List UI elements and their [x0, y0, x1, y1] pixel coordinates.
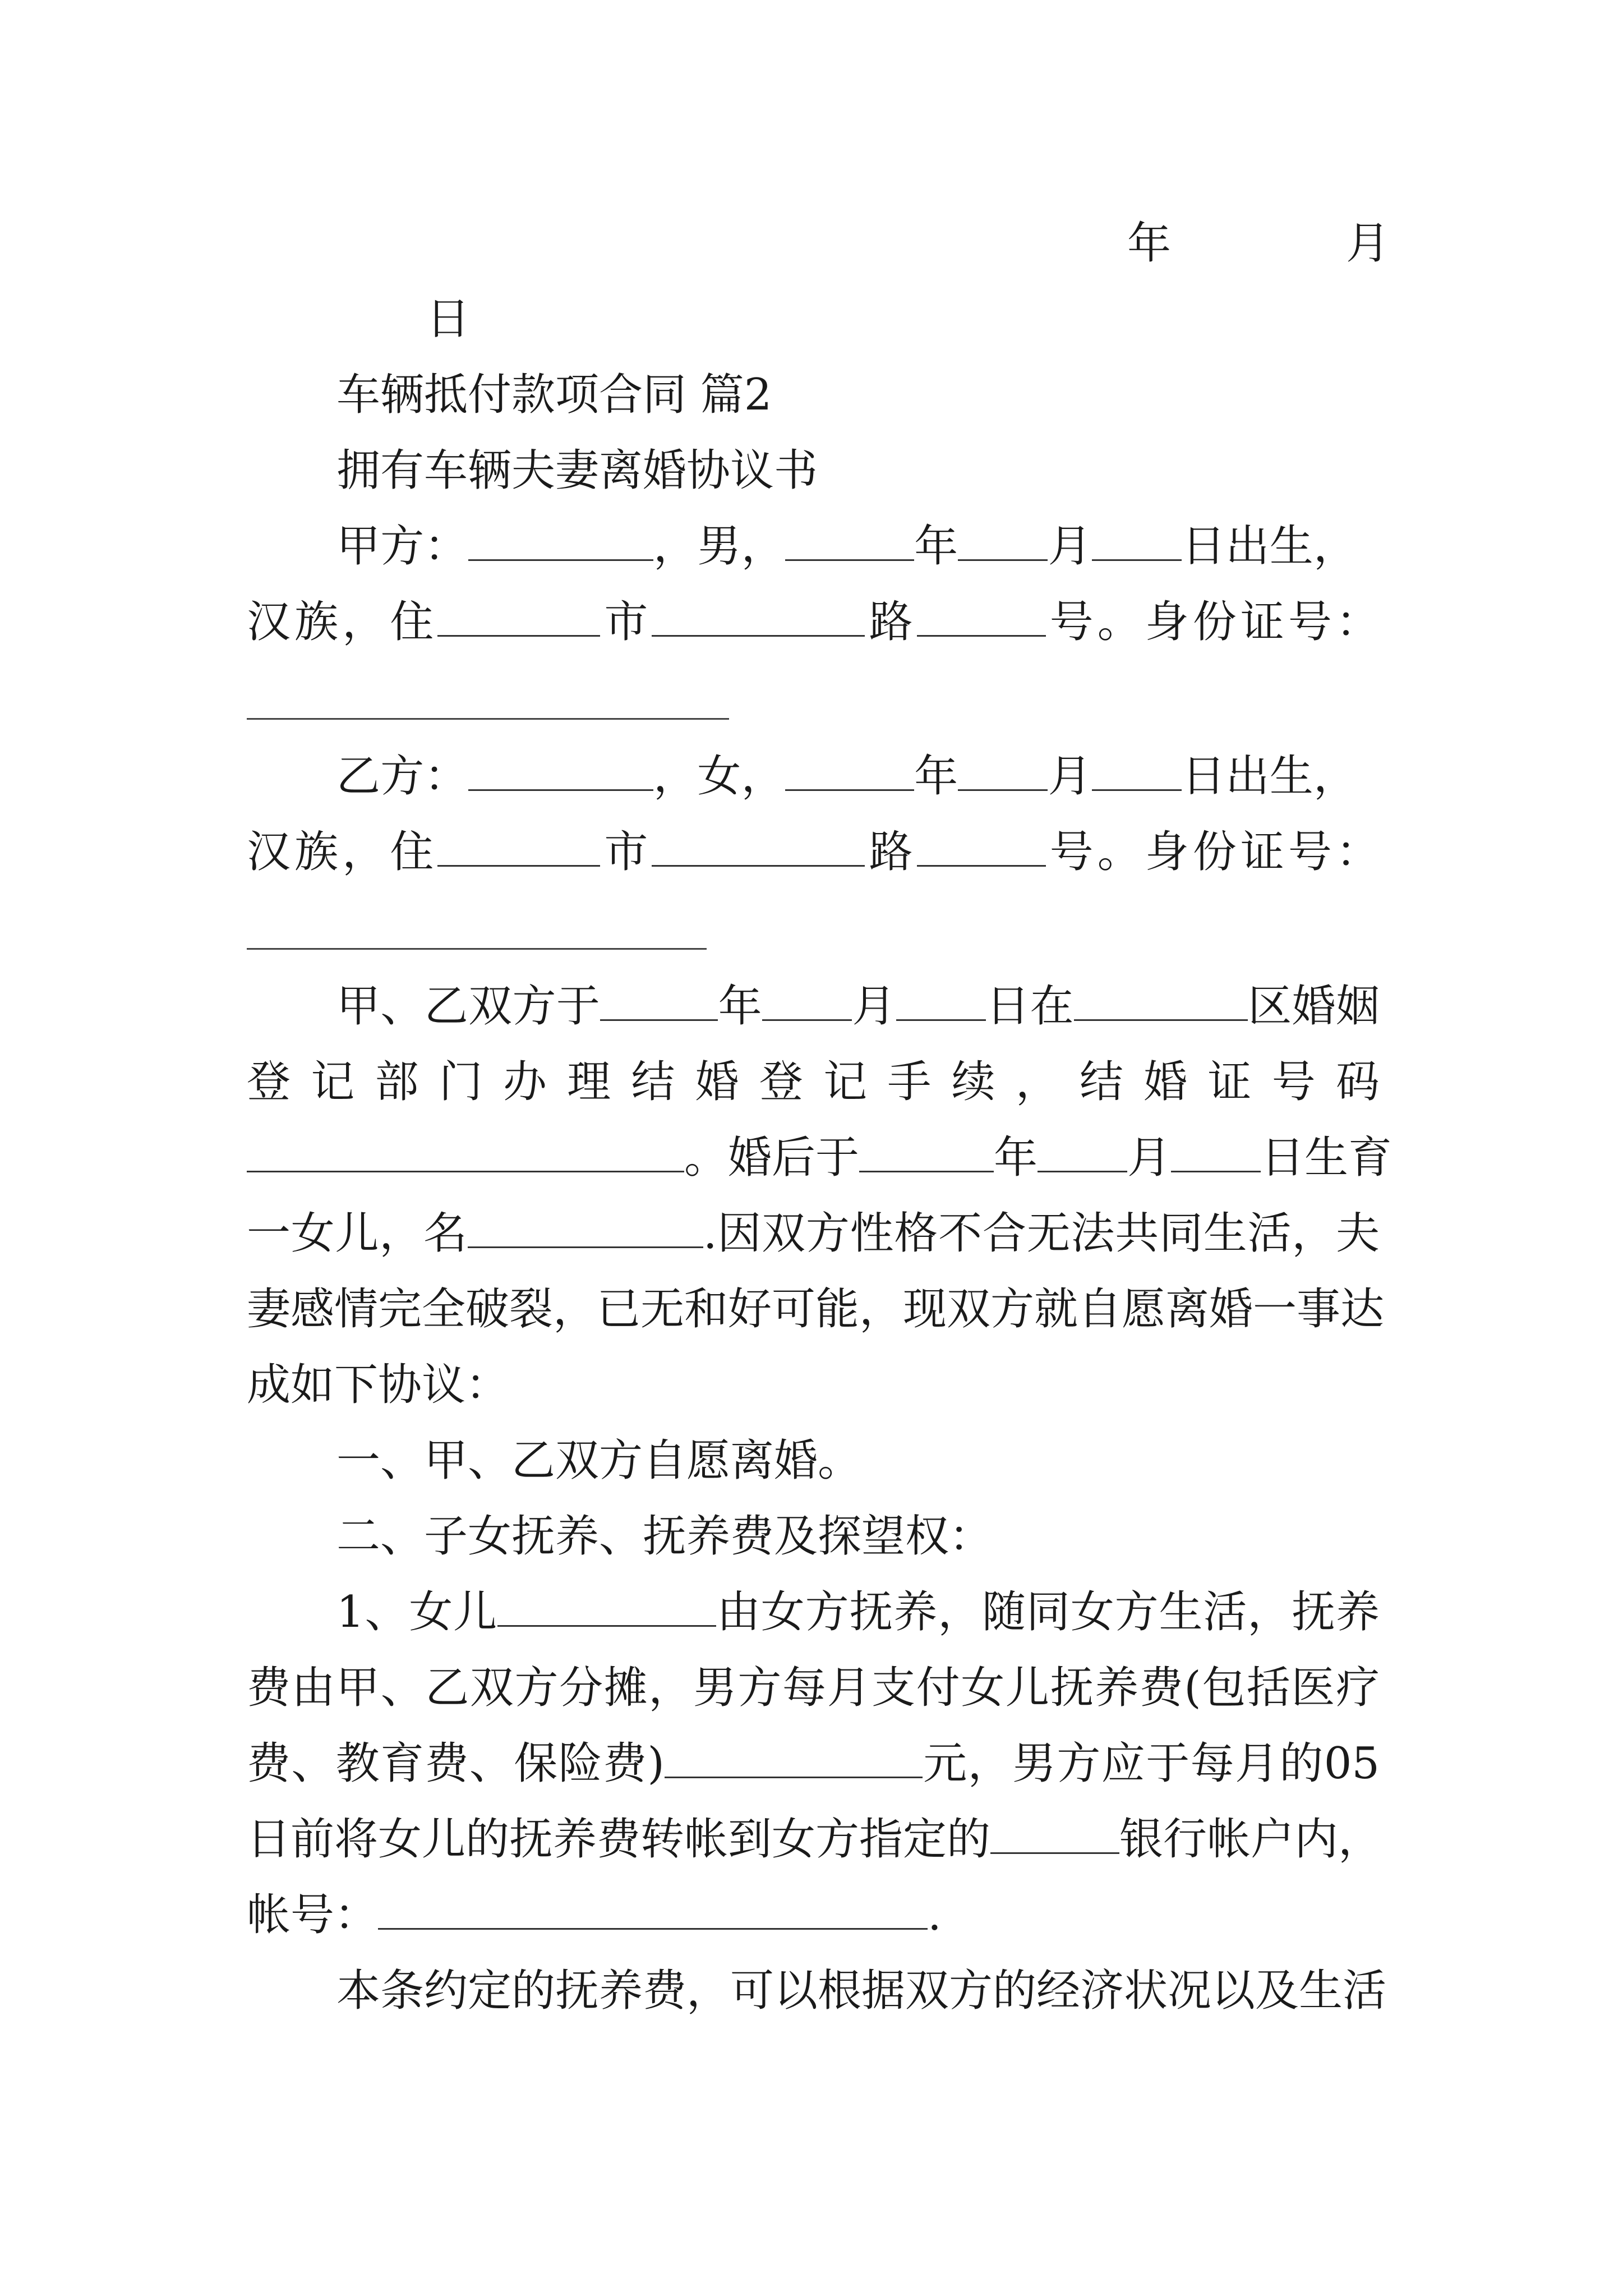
- party-a-road-blank: [652, 600, 865, 637]
- party-a-year-blank: [785, 524, 914, 561]
- marriage-year-blank: [600, 984, 718, 1021]
- party-a-id-label: 号。身份证号：: [1045, 597, 1380, 647]
- party-b-month-blank: [958, 754, 1048, 791]
- daughter-name-blank-2: [497, 1590, 716, 1627]
- party-a-id-blank: [247, 718, 729, 720]
- party-b-gender: ，女，: [653, 751, 785, 802]
- agreement-title: 拥有车辆夫妻离婚协议书: [336, 445, 818, 496]
- marriage-line6: 成如下协议：: [247, 1360, 510, 1410]
- clause-2-1-line2: 费由甲、乙双方分摊，男方每月支付女儿抚养费(包括医疗: [247, 1663, 1380, 1713]
- party-b-id-blank: [247, 948, 707, 950]
- party-a-gender: ，男，: [653, 521, 785, 572]
- party-a-ethnic: 汉族，住: [247, 597, 438, 647]
- marriage-year-label: 年: [718, 981, 762, 1032]
- bank-name-blank: [990, 1818, 1119, 1854]
- party-b-month-label: 月: [1048, 751, 1092, 802]
- clause-2-1-line3: [247, 1738, 1380, 1789]
- account-period: .: [928, 1890, 942, 1940]
- party-b-city-blank: [437, 830, 600, 867]
- party-a-label: 甲方：: [336, 521, 468, 572]
- support-amount-blank: [665, 1742, 923, 1778]
- party-b-id-label: 号。身份证号：: [1045, 827, 1380, 877]
- party-a-line1: [336, 521, 1357, 572]
- closing-line: 本条约定的抚养费，可以根据双方的经济状况以及生活: [336, 1966, 1387, 2016]
- party-b-year-blank: [785, 754, 914, 791]
- party-b-line1: [336, 751, 1357, 802]
- party-a-city-blank: [437, 600, 600, 637]
- marriage-after: 。婚后于: [684, 1133, 860, 1183]
- birth-month-label: 月: [1127, 1133, 1172, 1183]
- birth-year-blank: [859, 1136, 994, 1172]
- party-b-city-label: 市: [600, 827, 652, 877]
- marriage-line4: [247, 1208, 1380, 1259]
- party-a-city-label: 市: [600, 597, 652, 647]
- party-b-label: 乙方：: [336, 751, 468, 802]
- transfer-text: 日前将女儿的抚养费转帐到女方指定的: [247, 1814, 991, 1865]
- marriage-district-blank: [1074, 984, 1248, 1021]
- party-a-road-label: 路: [865, 597, 917, 647]
- marriage-district-label: 区婚姻: [1247, 981, 1380, 1032]
- clause-2-1-line5: [247, 1890, 942, 1940]
- marriage-line2: 登记部门办理结婚登记手续，结婚证号码: [247, 1057, 1380, 1107]
- marriage-line5: 妻感情完全破裂，已无和好可能，现双方就自愿离婚一事达: [247, 1284, 1385, 1335]
- party-b-road-blank: [652, 830, 865, 867]
- marriage-line1: [336, 981, 1380, 1032]
- account-number-blank: [378, 1893, 928, 1930]
- marriage-day-blank: [896, 984, 986, 1021]
- party-b-line2: [247, 827, 1380, 877]
- party-b-year-label: 年: [914, 751, 958, 802]
- party-a-name-blank: [468, 524, 653, 561]
- birth-year-label: 年: [994, 1133, 1038, 1183]
- date-day: 日: [426, 294, 471, 344]
- account-number-label: 帐号：: [247, 1890, 379, 1940]
- party-b-day-blank: [1092, 754, 1182, 791]
- party-b-road-label: 路: [865, 827, 917, 877]
- party-a-day-blank: [1092, 524, 1182, 561]
- party-a-born-label: 日出生，: [1181, 521, 1357, 572]
- party-a-month-label: 月: [1048, 521, 1092, 572]
- party-a-month-blank: [958, 524, 1048, 561]
- party-b-ethnic: 汉族，住: [247, 827, 438, 877]
- divorce-reason: .因双方性格不合无法共同生活，夫: [703, 1208, 1380, 1259]
- marriage-month-label: 月: [851, 981, 896, 1032]
- party-b-number-blank: [917, 830, 1046, 867]
- marriage-start: 甲、乙双方于: [336, 981, 601, 1032]
- party-a-year-label: 年: [914, 521, 958, 572]
- clause-2-1-start: 1、女儿: [336, 1587, 498, 1637]
- marriage-month-blank: [762, 984, 852, 1021]
- clause-2-1-line4: [247, 1814, 1382, 1865]
- clause-2-1-line1: [336, 1587, 1380, 1637]
- birth-day-label: 日生育: [1261, 1133, 1393, 1183]
- certificate-number-blank: [247, 1136, 684, 1172]
- marriage-line3: [247, 1133, 1393, 1183]
- clause-2-1-rest: 由女方抚养，随同女方生活，抚养: [716, 1587, 1380, 1637]
- birth-month-blank: [1038, 1136, 1127, 1172]
- party-a-line2: [247, 597, 1380, 647]
- fees-label: 费、教育费、保险费): [247, 1738, 665, 1789]
- date-year: 年: [1127, 218, 1172, 269]
- daughter-name-blank: [468, 1212, 703, 1248]
- clause-one: 一、甲、乙双方自愿离婚。: [336, 1435, 862, 1486]
- payment-deadline: 元，男方应于每月的05: [922, 1738, 1380, 1789]
- bank-account-label: 银行帐户内，: [1119, 1814, 1382, 1865]
- party-b-name-blank: [468, 754, 653, 791]
- contract-title: 车辆抵付款项合同 篇2: [336, 370, 772, 420]
- clause-two: 二、子女抚养、抚养费及探望权：: [336, 1511, 993, 1562]
- party-a-number-blank: [917, 600, 1046, 637]
- party-b-born-label: 日出生，: [1181, 751, 1357, 802]
- birth-day-blank: [1171, 1136, 1261, 1172]
- daughter-label: 一女儿，名: [247, 1208, 468, 1259]
- date-month: 月: [1346, 218, 1390, 269]
- marriage-day-label: 日在: [985, 981, 1074, 1032]
